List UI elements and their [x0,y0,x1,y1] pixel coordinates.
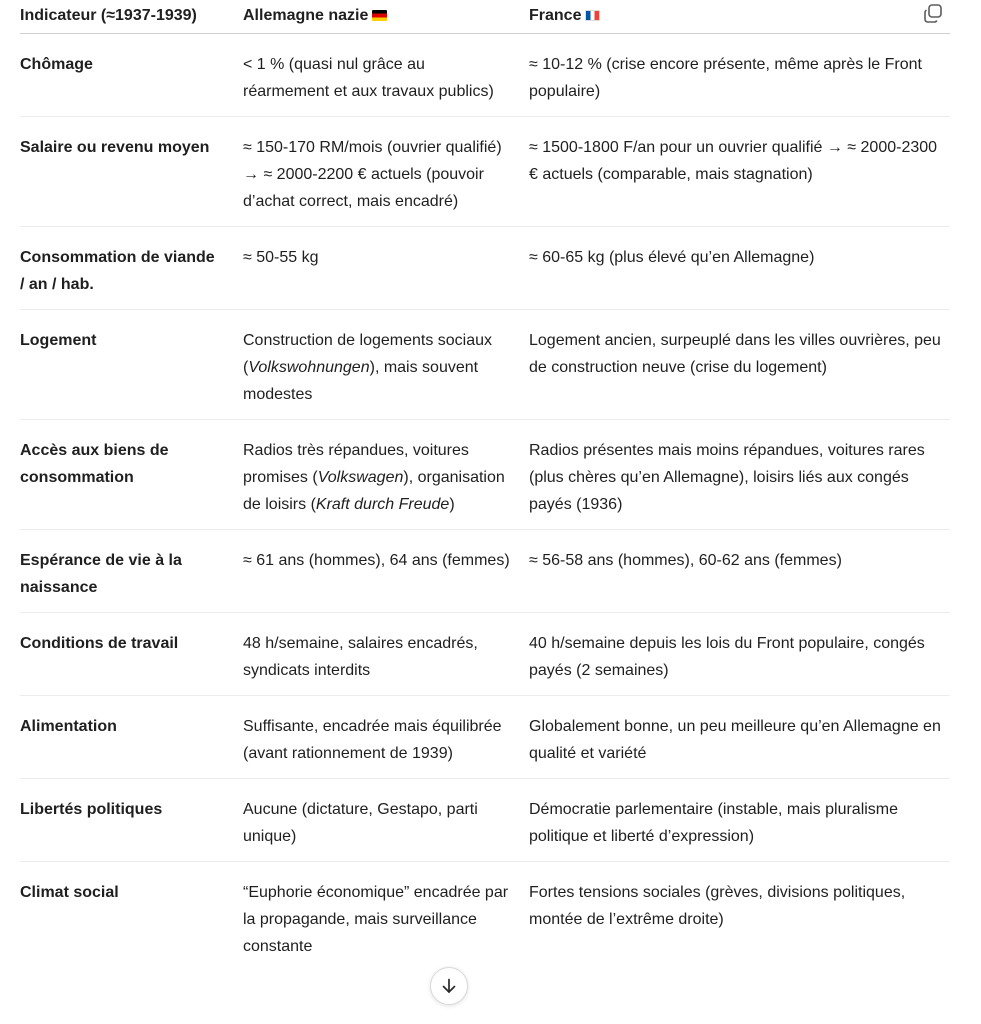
indicator-cell: Consommation de viande / an / hab. [20,227,243,310]
header-france [529,0,950,34]
indicator-cell: Logement [20,310,243,420]
table-header-row [20,0,950,34]
france-cell [529,862,950,972]
cell-text: Aucune (dictature, Gestapo, parti unique) [243,801,478,845]
indicator-cell: Conditions de travail [20,613,243,696]
table-row [20,530,950,613]
italic-term: Volkswagen [317,469,404,486]
france-cell [529,420,950,530]
cell-text: “Euphorie économique” encadrée par la propagande, mais surveillance constante [243,884,509,955]
cell-text: Radios très répandues, voitures promises ( [243,442,469,486]
germany-cell [243,34,529,117]
cell-text: ≈ 56-58 ans (hommes), 60-62 ans (femmes) [529,552,842,569]
comparison-table [20,0,950,971]
table-row [20,420,950,530]
header-france-label: France [529,7,582,24]
germany-cell [243,227,529,310]
cell-text: ) [449,496,455,513]
header-germany [243,0,529,34]
germany-cell [243,117,529,227]
comparison-table-container [20,0,950,971]
table-row [20,696,950,779]
cell-text: 48 h/semaine, salaires encadrés, syndicats interdits [243,635,478,679]
france-cell [529,530,950,613]
cell-text: ≈ 1500-1800 F/an pour un ouvrier qualifié → ≈ 2000-2300 € actuels (comparable, mais stagnation) [529,139,938,183]
cell-text: Logement ancien, surpeuplé dans les villes ouvrières, peu de construction neuve (crise du logement) [529,332,941,376]
arrow-down-icon [440,977,458,995]
cell-text: Globalement bonne, un peu meilleure qu’en Allemagne en qualité et variété [529,718,941,762]
france-cell [529,310,950,420]
indicator-cell: Accès aux biens de consommation [20,420,243,530]
copy-icon [921,2,945,26]
germany-cell [243,420,529,530]
indicator-cell: Chômage [20,34,243,117]
indicator-cell: Climat social [20,884,119,901]
cell-text: Fortes tensions sociales (grèves, divisions politiques, montée de l’extrême droite) [529,884,906,928]
table-row [20,227,950,310]
cell-text: Radios présentes mais moins répandues, voitures rares (plus chères qu’en Allemagne), loisirs liés aux congés payés (1936) [529,442,925,513]
france-cell [529,696,950,779]
header-indicator-label: Indicateur (≈1937-1939) [20,7,197,24]
indicator-cell: Salaire ou revenu moyen [20,117,243,227]
germany-cell [243,613,529,696]
table-row [20,779,950,862]
copy-button[interactable] [921,2,945,26]
table-row [20,310,950,420]
cell-text: Démocratie parlementaire (instable, mais pluralisme politique et liberté d’expression) [529,801,899,845]
flag-france-icon [585,10,600,21]
cell-text: ), mais souvent modestes [243,359,479,403]
flag-germany-icon [372,10,387,21]
germany-cell [243,862,529,972]
cell-text: ≈ 60-65 kg (plus élevé qu’en Allemagne) [529,249,815,266]
germany-cell [243,310,529,420]
table-row [20,862,950,972]
france-cell [529,779,950,862]
france-cell [529,227,950,310]
cell-text: Suffisante, encadrée mais équilibrée (avant rationnement de 1939) [243,718,502,762]
cell-text: < 1 % (quasi nul grâce au réarmement et aux travaux publics) [243,56,494,100]
cell-text: ≈ 150-170 RM/mois (ouvrier qualifié) → ≈ 2000-2200 € actuels (pouvoir d’achat correct, mais encadré) [243,139,502,210]
cell-text: ≈ 50-55 kg [243,249,319,266]
france-cell [529,34,950,117]
indicator-cell: Alimentation [20,696,243,779]
cell-text: 40 h/semaine depuis les lois du Front populaire, congés payés (2 semaines) [529,635,925,679]
germany-cell [243,530,529,613]
header-germany-label: Allemagne nazie [243,7,369,24]
cell-text: ), organisation de loisirs ( [243,469,505,513]
france-cell [529,613,950,696]
header-indicator [20,0,243,34]
indicator-cell: Espérance de vie à la naissance [20,530,243,613]
scroll-to-bottom-button[interactable] [430,967,468,1005]
italic-term: Volkswohnungen [248,359,370,376]
indicator-cell: Libertés politiques [20,779,243,862]
france-cell [529,117,950,227]
table-row [20,613,950,696]
cell-text: ≈ 61 ans (hommes), 64 ans (femmes) [243,552,510,569]
cell-text: Construction de logements sociaux ( [243,332,493,376]
cell-text: ≈ 10-12 % (crise encore présente, même après le Front populaire) [529,56,922,100]
table-row [20,34,950,117]
italic-term: Kraft durch Freude [315,496,450,513]
table-row [20,117,950,227]
germany-cell [243,779,529,862]
germany-cell [243,696,529,779]
